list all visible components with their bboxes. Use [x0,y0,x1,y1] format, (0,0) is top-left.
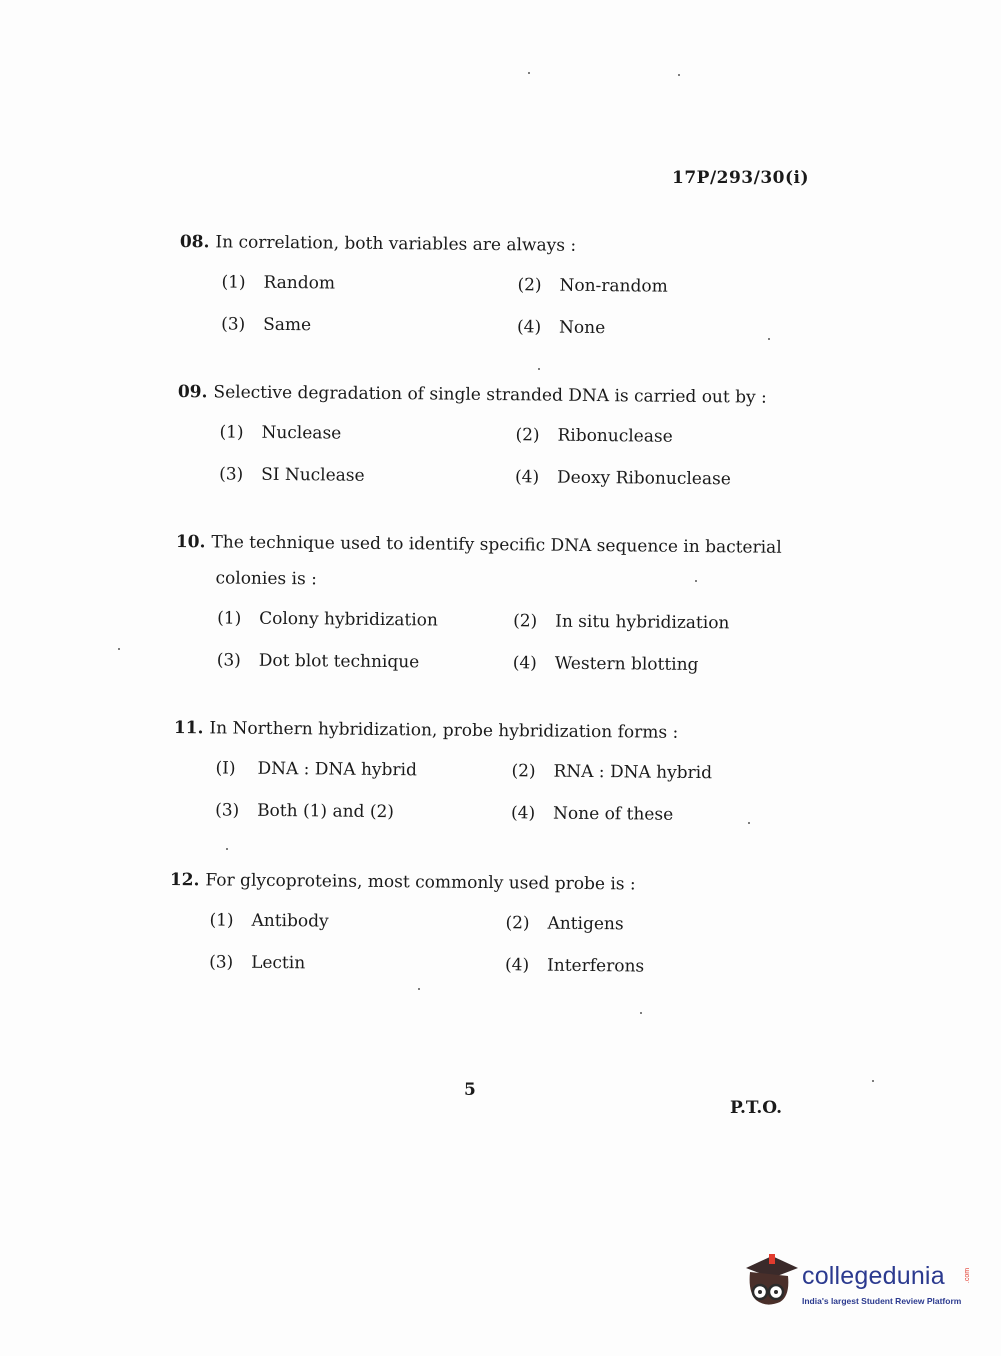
question-stem [178,382,767,408]
option-3 [221,314,311,335]
option-3 [217,650,420,672]
option-3 [209,952,305,973]
mascot-logo-icon [742,1250,800,1312]
scan-speck [872,1080,874,1082]
options-list [177,422,767,518]
option-number: (4) [505,955,530,976]
option-3 [219,464,365,485]
option-1 [219,422,341,443]
option-text: Interferons [547,955,645,977]
option-text: Nuclease [261,422,342,444]
question-12 [169,870,645,1004]
question-number: 10. [175,532,206,553]
option-number: (2) [511,761,536,782]
option-number: (1) [219,422,244,443]
scan-speck [418,988,420,990]
option-text: Lectin [251,952,306,974]
option-text: None [559,317,606,339]
option-number: (3) [216,650,241,671]
option-4 [517,317,605,338]
option-text: None of these [553,803,674,825]
scan-speck [748,822,750,824]
option-number: (4) [511,803,536,824]
option-text: DNA : DNA hybrid [257,758,417,781]
collegedunia-watermark [742,1250,972,1320]
option-text: SI Nuclease [261,464,365,486]
options-list [174,608,781,704]
option-text: Antigens [547,913,624,935]
question-10 [174,532,781,704]
question-09 [177,382,767,518]
question-stem [174,718,679,743]
option-2 [505,913,623,934]
options-list [179,272,668,366]
option-text: Random [263,272,336,294]
question-11 [173,718,713,853]
option-number: (3) [219,464,244,485]
option-1 [221,272,335,293]
option-text: Western blotting [554,653,699,676]
scan-speck [640,1012,642,1014]
brand-suffix: .com [964,1267,972,1284]
option-text: Antibody [251,910,329,932]
question-text: For glycoproteins, most commonly used probe is : [205,870,636,895]
option-number: (I) [215,758,236,779]
brand-name: collegedunia [802,1262,945,1290]
option-number: (1) [209,910,234,931]
scan-speck [118,648,120,650]
scan-speck [678,74,680,76]
paper-code: 17P/293/30(i) [672,168,810,188]
option-text: In situ hybridization [555,611,730,634]
option-3 [215,800,394,822]
scan-speck [695,580,697,582]
option-number: (4) [512,653,537,674]
question-number: 11. [173,718,204,739]
option-text: Dot blot technique [258,650,420,673]
options-list [169,910,645,1004]
question-number: 09. [177,382,208,403]
option-number: (2) [505,913,530,934]
option-text: Non-random [559,275,668,297]
scan-speck [768,338,770,340]
option-4 [505,955,644,976]
option-text: Deoxy Ribonuclease [557,467,731,490]
option-4 [513,653,699,675]
question-stem [170,870,636,894]
option-text: Colony hybridization [259,608,438,631]
option-number: (2) [515,425,540,446]
question-text: The technique used to identify specific DNA sequence in bacterial [211,532,782,558]
option-1 [217,608,438,630]
option-text: Ribonuclease [557,425,673,447]
option-2 [515,425,672,447]
scan-speck [538,368,540,370]
option-text: RNA : DNA hybrid [553,761,713,784]
scan-speck [528,72,530,74]
option-number: (3) [215,800,240,821]
option-2 [511,761,712,783]
option-number: (4) [517,317,542,338]
option-4 [511,803,673,825]
option-number: (1) [221,272,246,293]
please-turn-over-label: P.T.O. [730,1098,782,1118]
option-number: (1) [217,608,242,629]
question-text: Selective degradation of single stranded DNA is carried out by : [213,382,767,408]
brand-tagline: India's largest Student Review Platform [802,1296,962,1306]
option-number: (2) [513,611,538,632]
option-number: (4) [515,467,540,488]
option-number: (3) [209,952,234,973]
option-number: (3) [221,314,246,335]
question-stem [180,232,576,256]
option-number: (2) [517,275,542,296]
option-1 [209,910,328,931]
option-1 [215,758,417,780]
question-08 [179,232,668,366]
question-text: In correlation, both variables are always : [215,232,577,256]
question-number: 12. [169,870,200,891]
scan-speck [226,848,228,850]
option-2 [517,275,667,296]
page-number: 5 [464,1080,476,1100]
question-number: 08. [179,232,210,253]
question-text: In Northern hybridization, probe hybridization forms : [209,718,679,743]
option-text: Both (1) and (2) [257,800,395,823]
option-text: Same [263,314,312,336]
option-2 [513,611,729,633]
question-stem [176,532,782,558]
question-text-continued: colonies is : [215,568,317,590]
option-4 [515,467,731,489]
options-list [173,758,713,853]
